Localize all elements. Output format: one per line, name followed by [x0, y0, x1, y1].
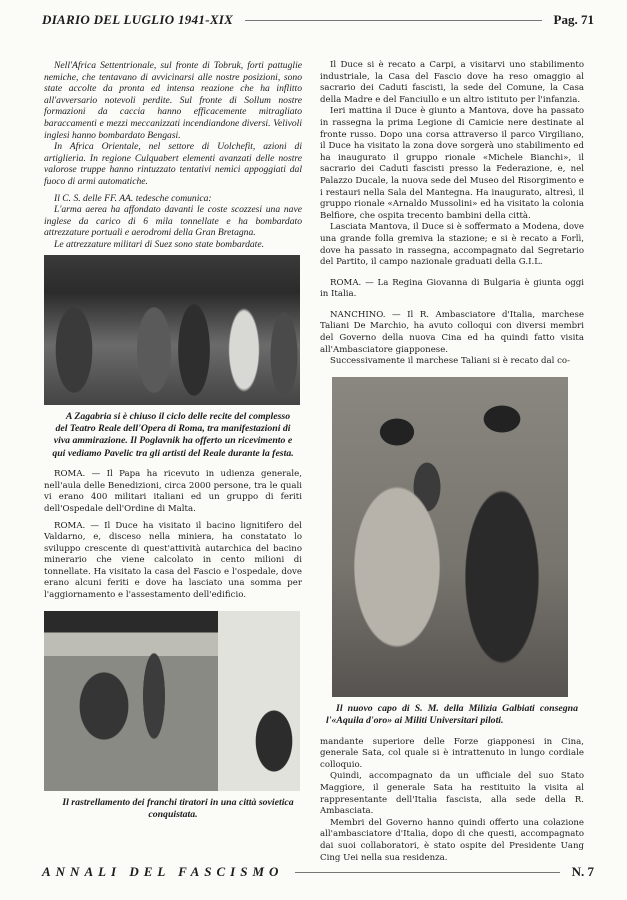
- german-bulletin-suez: Le attrezzature militari di Suez sono state bombardate.: [54, 238, 264, 250]
- footer-rule: [295, 872, 559, 873]
- news-carpi: Il Duce si è recato a Carpi, a visitarvi uno stabilimento industriale, la Casa del Fascio dove ha reso omaggio al sacrario dei Caduti fascisti, la sede del Comune, la Casa della Madre e del Fanciullo e un altro istituto per l'infanzia.: [320, 60, 584, 105]
- news-nanking-sata: mandante superiore delle Forze giapponesi in Cina, generale Sata, col quale si è intrattenuto in lungo cordiale colloquio.: [320, 736, 584, 770]
- left-column: [44, 60, 302, 821]
- caption-soviet-city: Il rastrellamento dei franchi tiratori in una città sovietica conquistata.: [62, 796, 294, 821]
- italian-bulletin-east-africa: In Africa Orientale, nel settore di Uolchefit, azioni di artiglieria. In regione Culquabert elementi avanzati delle nostre valorose truppe hanno rintuzzato tentativi nemici appoggiati dal fuoco di armi automatiche.: [44, 141, 302, 187]
- photo-zagreb-reception: [44, 255, 300, 405]
- caption-zagreb: A Zagabria si è chiuso il ciclo delle recite del complesso del Teatro Reale dell'Opera di Roma, tra manifestazioni di viva ammirazione. Il Poglavnik ha offerto un ricevimento e qui vediamo Pavelic tra gli artisti del Reale durante la festa.: [52, 410, 294, 459]
- news-rome-queen-bulgaria: ROMA. — La Regina Giovanna di Bulgaria è giunta oggi in Italia.: [320, 277, 584, 300]
- photo-soviet-city-sweep: [44, 611, 300, 791]
- news-rome-pope: ROMA. — Il Papa ha ricevuto in udienza generale, nell'aula delle Benedizioni, circa 2000 persone, tra le quali vi erano 400 militari italiani ed un gruppo di feriti dell'Ospedale dell'Ordine di Malta.: [44, 469, 302, 514]
- news-mantova: Ieri mattina il Duce è giunto a Mantova, dove ha passato in rassegna la prima Legione di Camicie nere destinate al fronte russo. Dopo una corsa attraverso il parco Virgiliano, il Duce ha visitato la zona dove sorgerà uno stabilimento ed ha inaugurato il gruppo rionale «Michele Bianchi», il sacrario dei Caduti fascisti presso la Federazione, e, nel Palazzo Ducale, la nuova sede del Museo del Risorgimento e i restauri nella Sala del Mantegna. Ha inaugurato, altresì, il gruppo rionale «Arnaldo Mussolini» ed ha visitato la colonia Belfiore, che ospita trecento bambini della città.: [320, 106, 584, 221]
- issue-number: N. 7: [571, 864, 594, 879]
- german-bulletin-text: L'arma aerea ha affondato davanti le coste scozzesi una nave inglese da carico di 6 mila tonnellate e ha bombardato attrezzature portuali e aerodromi della Gran Bretagna.: [44, 204, 302, 239]
- footer-title: ANNALI DEL FASCISMO: [42, 864, 284, 879]
- news-rome-valdarno: ROMA. — Il Duce ha visitato il bacino lignitifero del Valdarno, e, disceso nella miniera, ha constatato lo sviluppo crescente di quest'attività autarchica del bacino minerario che viene calcolato in cento milioni di tonnellate. Ha visitato la casa del Fascio e l'ospedale, dove erano alcuni feriti e dove ha lasciato una somma per l'aggiornamento e l'assestamento dell'edificio.: [44, 520, 302, 601]
- caption-galbiati: Il nuovo capo di S. M. della Milizia Galbiati consegna l'«Aquila d'oro» ai Militi Universitari piloti.: [326, 702, 578, 727]
- italian-bulletin-north-africa: Nell'Africa Settentrionale, sul fronte di Tobruk, forti pattuglie nemiche, che tentavano di avvicinarsi alle nostre posizioni, sono state accolte da pronta ed intensa reazione che ha inflitto all'avversario notevoli perdite. Sul fronte di Sollum nostre formazioni da caccia hanno efficacemente mitragliato baraccamenti e mezzi meccanizzati incendiandone diversi. Velivoli inglesi hanno bombardato Bengasi.: [44, 60, 302, 141]
- header-rule: [245, 20, 541, 21]
- news-nanking: NANCHINO. — Il R. Ambasciatore d'Italia, marchese Taliani De Marchio, ha avuto colloqui con diversi membri del Governo della nuova Cina ed ha quindi fatto visita all'Ambasciatore giapponese.: [320, 309, 584, 355]
- right-column: [320, 60, 584, 864]
- news-nanking-return-visit: Quindi, accompagnato da un ufficiale del suo Stato Maggiore, il generale Sata ha restituito la visita al rappresentante dell'Italia fascista, alla sede della R. Ambasciata.: [320, 771, 584, 817]
- news-nanking-luncheon: Membri del Governo hanno quindi offerto una colazione all'ambasciatore d'Italia, dopo di che questi, accompagnato dai suoi collaboratori, è stato ospite del Presidente Uang Cing Uei nella sua residenza.: [320, 817, 584, 863]
- page-number: Pag. 71: [553, 12, 594, 27]
- news-nanking-cont: Successivamente il marchese Taliani si è recato dal co-: [330, 356, 571, 367]
- news-modena-forli: Lasciata Mantova, il Duce si è soffermato a Modena, dove una grande folla gremiva la stazione; e si è recato a Forlì, dove ha passato in rassegna, accompagnato dal Segretario del Partito, il campo nazionale graduati della G.I.L.: [320, 222, 584, 268]
- running-footer: [42, 860, 594, 884]
- running-header: [42, 8, 594, 32]
- german-bulletin-intro: Il C. S. delle FF. AA. tedesche comunica:: [54, 192, 212, 204]
- photo-galbiati-aquila-doro: [332, 377, 568, 697]
- header-title: DIARIO DEL LUGLIO 1941-XIX: [42, 12, 234, 27]
